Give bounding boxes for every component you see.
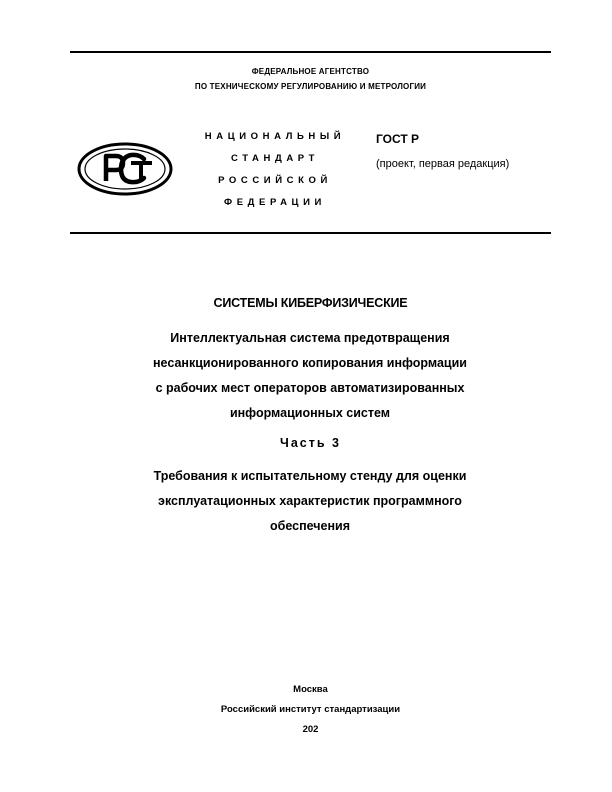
draft-note: (проект, первая редакция): [376, 158, 510, 170]
document-title: СИСТЕМЫ КИБЕРФИЗИЧЕСКИЕ: [213, 296, 408, 310]
part-title-line-1: Требования к испытательному стенду для оценки: [153, 469, 467, 483]
publisher: Российский институт стандартизации: [220, 704, 401, 715]
subject-line-2: несанкционированного копирования информации: [153, 356, 467, 370]
top-rule: [70, 51, 551, 53]
publication-city: Москва: [293, 684, 328, 695]
agency-name-line-2: ПО ТЕХНИЧЕСКОМУ РЕГУЛИРОВАНИЮ И МЕТРОЛОГИИ: [194, 82, 427, 91]
rst-gost-emblem-icon: [76, 141, 174, 197]
subject-line-3: с рабочих мест операторов автоматизированных: [155, 381, 465, 395]
document-subject: [60, 326, 560, 426]
publication-year: 202: [302, 724, 319, 735]
standard-line-3: РОССИЙСКОЙ: [218, 175, 332, 186]
standard-line-2: СТАНДАРТ: [231, 153, 319, 164]
part-title: [60, 464, 560, 539]
part-number: Часть 3: [280, 436, 341, 450]
national-standard-block: [185, 126, 365, 214]
bottom-rule: [70, 232, 551, 234]
agency-name-line-1: ФЕДЕРАЛЬНОЕ АГЕНТСТВО: [251, 67, 370, 76]
subject-line-4: информационных систем: [229, 406, 391, 420]
standard-line-4: ФЕДЕРАЦИИ: [224, 197, 326, 208]
subject-line-1: Интеллектуальная система предотвращения: [170, 331, 450, 345]
standard-line-1: НАЦИОНАЛЬНЫЙ: [204, 131, 346, 142]
standard-code: ГОСТ Р: [376, 132, 420, 146]
part-title-line-3: обеспечения: [269, 519, 351, 533]
part-title-line-2: эксплуатационных характеристик программного: [158, 494, 462, 508]
